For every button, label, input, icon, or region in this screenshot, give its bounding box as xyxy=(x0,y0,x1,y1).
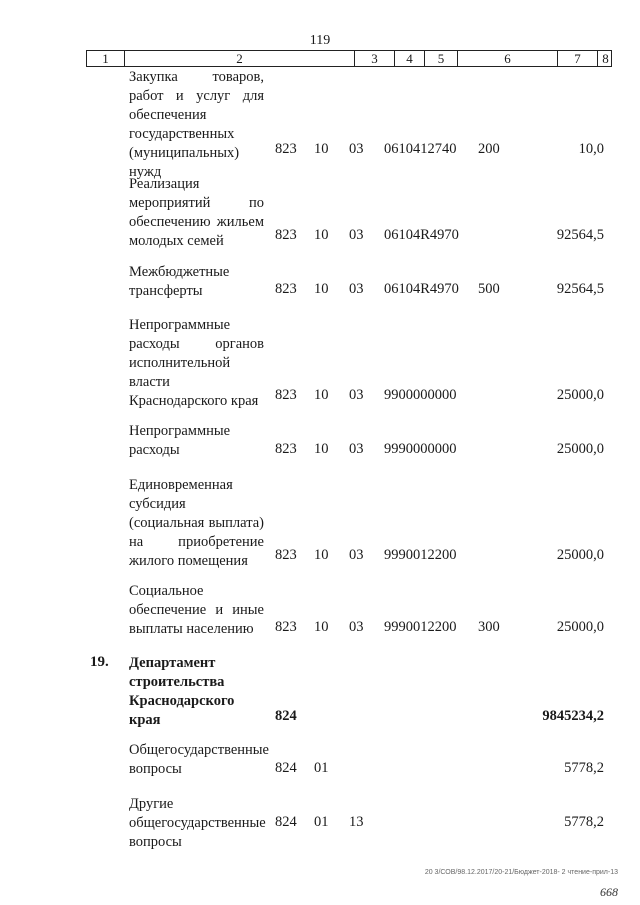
row-name: Реализация мероприятий по обеспечению жильем молодых семей xyxy=(129,176,264,249)
row-amount: 25000,0 xyxy=(556,619,604,635)
row-subsection: 03 xyxy=(349,441,364,457)
row-expense-type: 300 xyxy=(478,619,500,635)
row-name: Другие общегосударственные вопросы xyxy=(129,796,266,850)
table-row xyxy=(0,795,640,850)
row-section: 10 xyxy=(314,227,329,243)
row-name: Социальное обеспечение и иные выплаты населению xyxy=(129,583,264,637)
row-section: 01 xyxy=(314,814,329,830)
header-col-6: 6 xyxy=(458,51,558,66)
row-amount: 92564,5 xyxy=(556,227,604,243)
table-row xyxy=(0,582,640,637)
row-name: Непрограммные расходы органов исполнительной власти Краснодарского края xyxy=(129,317,264,409)
row-section: 10 xyxy=(314,281,329,297)
table-row-department xyxy=(0,654,640,726)
table-row xyxy=(0,263,640,299)
row-ministry-code: 824 xyxy=(275,814,297,830)
row-name: Непрограммные расходы xyxy=(129,423,231,458)
header-col-7: 7 xyxy=(558,51,598,66)
header-col-3: 3 xyxy=(355,51,395,66)
row-target-code: 0610412740 xyxy=(384,141,457,157)
row-amount: 5778,2 xyxy=(564,760,604,776)
table-row xyxy=(0,175,640,249)
row-subsection: 03 xyxy=(349,281,364,297)
row-amount: 9845234,2 xyxy=(542,708,604,724)
table-row xyxy=(0,476,640,569)
row-subsection: 03 xyxy=(349,227,364,243)
table-row xyxy=(0,68,640,180)
row-subsection: 03 xyxy=(349,547,364,563)
page-number: 119 xyxy=(309,33,331,48)
row-section: 10 xyxy=(314,141,329,157)
row-amount: 25000,0 xyxy=(556,387,604,403)
header-col-1: 1 xyxy=(87,51,125,66)
row-expense-type: 200 xyxy=(478,141,500,157)
table-row xyxy=(0,316,640,409)
row-section: 01 xyxy=(314,760,329,776)
row-name: Единовременная субсидия (социальная выплата) на приобретение жилого помещения xyxy=(129,477,264,569)
row-target-code: 9990000000 xyxy=(384,441,457,457)
row-target-code: 06104R4970 xyxy=(384,227,459,243)
row-name: Закупка товаров, работ и услуг для обеспечения государственных (муниципальных) нужд xyxy=(129,69,264,180)
row-ministry-code: 823 xyxy=(275,619,297,635)
row-number: 19. xyxy=(90,654,109,670)
row-ministry-code: 823 xyxy=(275,547,297,563)
header-col-5: 5 xyxy=(425,51,458,66)
row-ministry-code: 823 xyxy=(275,387,297,403)
row-ministry-code: 824 xyxy=(275,708,297,724)
row-name: Общегосударственные вопросы xyxy=(129,742,269,777)
table-row xyxy=(0,741,640,778)
row-subsection: 13 xyxy=(349,814,364,830)
row-name: Департамент строительства Краснодарского края xyxy=(129,655,235,728)
row-name: Межбюджетные трансферты xyxy=(129,264,230,299)
header-col-4: 4 xyxy=(395,51,425,66)
table-header xyxy=(86,50,612,67)
row-ministry-code: 823 xyxy=(275,227,297,243)
row-target-code: 9900000000 xyxy=(384,387,457,403)
row-section: 10 xyxy=(314,619,329,635)
row-target-code: 06104R4970 xyxy=(384,281,459,297)
header-col-8: 8 xyxy=(602,51,609,66)
header-col-2: 2 xyxy=(125,51,355,66)
footer-file-path: 20 3/СОВ/98.12.2017/20-21/Бюджет-2018- 2 чтение-прил-13 xyxy=(424,869,618,876)
row-subsection: 03 xyxy=(349,619,364,635)
row-ministry-code: 823 xyxy=(275,281,297,297)
row-subsection: 03 xyxy=(349,387,364,403)
row-amount: 25000,0 xyxy=(556,441,604,457)
row-target-code: 9990012200 xyxy=(384,547,457,563)
row-target-code: 9990012200 xyxy=(384,619,457,635)
row-section: 10 xyxy=(314,441,329,457)
row-amount: 25000,0 xyxy=(556,547,604,563)
row-section: 10 xyxy=(314,387,329,403)
row-amount: 5778,2 xyxy=(564,814,604,830)
table-row xyxy=(0,422,640,459)
row-ministry-code: 823 xyxy=(275,141,297,157)
row-expense-type: 500 xyxy=(478,281,500,297)
row-ministry-code: 824 xyxy=(275,760,297,776)
row-subsection: 03 xyxy=(349,141,364,157)
row-section: 10 xyxy=(314,547,329,563)
row-amount: 10,0 xyxy=(578,141,604,157)
footer-page-number: 668 xyxy=(600,885,618,899)
row-amount: 92564,5 xyxy=(556,281,604,297)
row-ministry-code: 823 xyxy=(275,441,297,457)
